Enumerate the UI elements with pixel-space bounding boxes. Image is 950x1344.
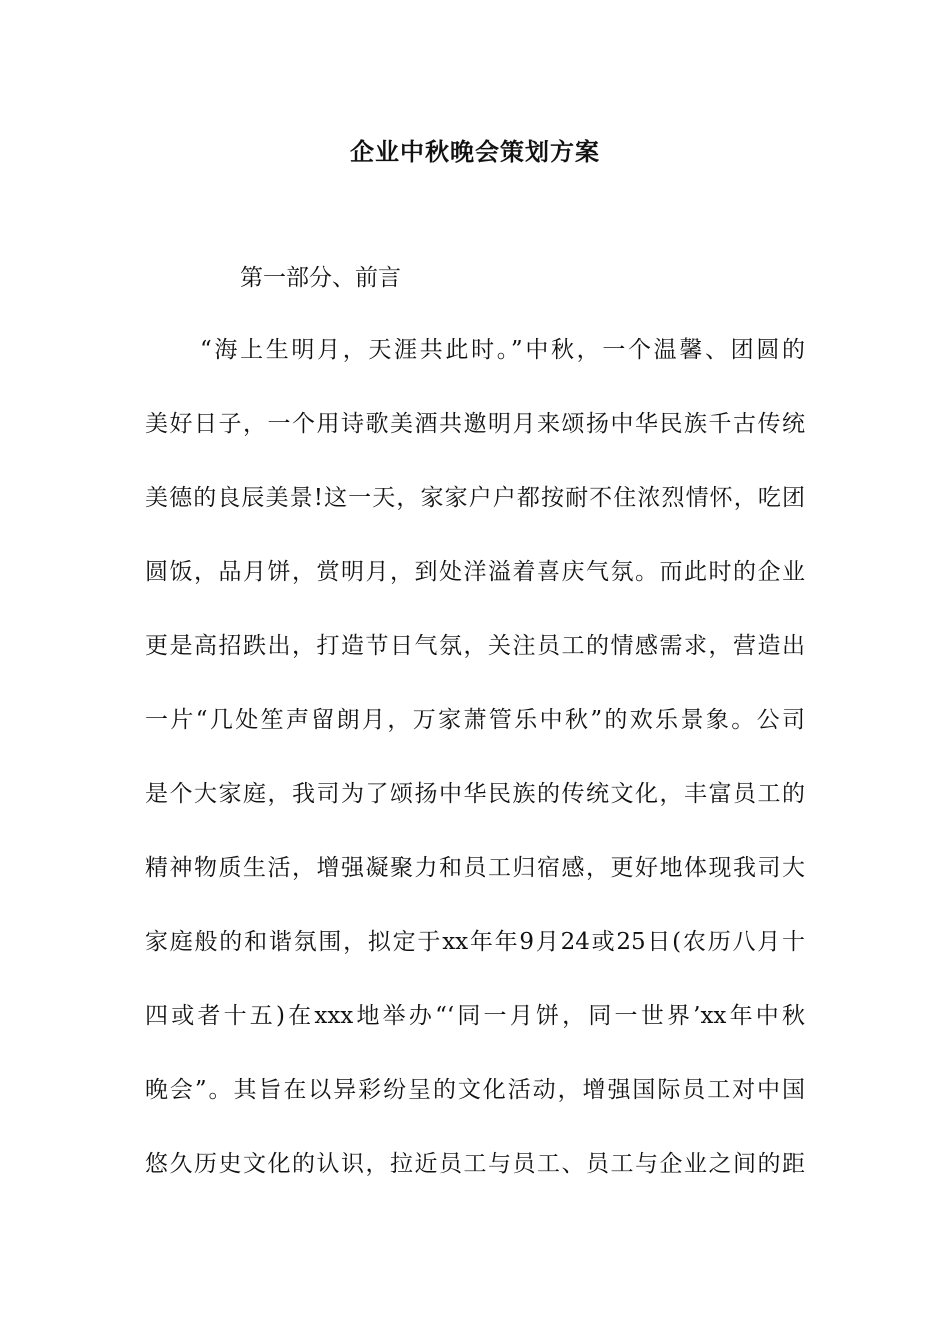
paragraph-line: 美德的良辰美景!这一天，家家户户都按耐不住浓烈情怀，吃团 [145,485,805,511]
paragraph-line: “海上生明月，天涯共此时。”中秋，一个温馨、团圆的 [200,337,805,363]
paragraph-line: 精神物质生活，增强凝聚力和员工归宿感，更好地体现我司大 [145,855,805,881]
paragraph-line: 美好日子，一个用诗歌美酒共邀明月来颂扬中华民族千古传统 [145,411,805,437]
paragraph-line: 晚会”。其旨在以异彩纷呈的文化活动，增强国际员工对中国 [145,1077,805,1103]
paragraph-line: 家庭般的和谐氛围，拟定于xx年年9月24或25日(农历八月十 [145,929,805,955]
paragraph-line: 一片“几处笙声留朗月，万家萧管乐中秋”的欢乐景象。公司 [145,707,805,733]
paragraph-line: 圆饭，品月饼，赏明月，到处洋溢着喜庆气氛。而此时的企业 [145,559,805,585]
paragraph-line: 更是高招跌出，打造节日气氛，关注员工的情感需求，营造出 [145,633,805,659]
section-heading: 第一部分、前言 [240,265,401,291]
document-title: 企业中秋晚会策划方案 [350,137,600,166]
paragraph-line: 悠久历史文化的认识，拉近员工与员工、员工与企业之间的距 [145,1151,805,1177]
paragraph-line: 四或者十五)在xxx地举办“‘同一月饼，同一世界’xx年中秋 [145,1003,805,1029]
paragraph-line: 是个大家庭，我司为了颂扬中华民族的传统文化，丰富员工的 [145,781,805,807]
